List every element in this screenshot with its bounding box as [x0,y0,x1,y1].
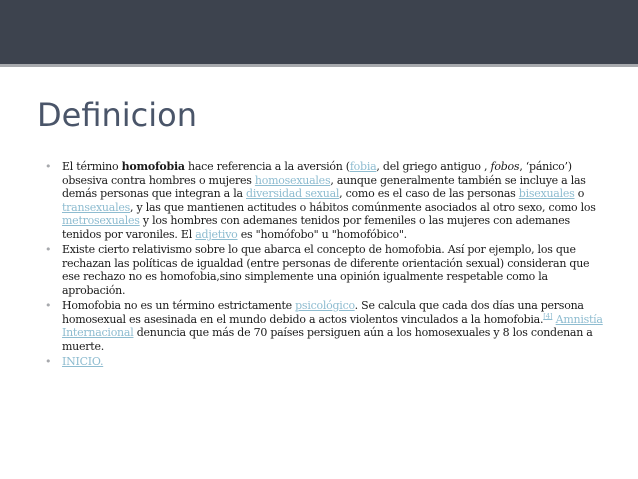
text-run: es "homófobo" u "homofóbico". [237,227,407,241]
bullet-item-2 [45,243,605,297]
bullet-item-1 [45,160,605,241]
bullet-marker: • [45,355,52,368]
text-run: Homofobia no es un término estrictamente [62,299,296,312]
bold-term: homofobia [121,160,185,173]
bullet-item-3 [45,299,605,353]
bullet-marker: • [45,160,52,173]
text-run: , del griego antiguo , [376,160,491,173]
bullet-list [45,160,605,369]
inline-link[interactable]: homosexuales [254,173,331,187]
slide-title: Definicion [37,96,197,134]
text-run: , aunque generalmente también se incluye a las demás personas que integran a la [62,173,586,200]
bullet-text [62,243,589,297]
inline-link[interactable]: fobia [349,160,377,173]
bullet-item-4 [45,355,605,369]
text-run: Existe cierto relativismo sobre lo que abarca el concepto de homofobia. Así por ejemplo, los que rechazan las políticas de igualdad (entre personas de diferente orientación sexual) consideran que ese rechazo no es homofobia,sino simplemente una opinión igualmente respetable como la aprobación. [62,243,590,297]
inline-link[interactable]: diversidad sexual [246,187,340,200]
inline-link[interactable]: Amnistía Internacional [62,312,603,339]
text-run: hace referencia a la aversión ( [184,160,350,173]
inline-link[interactable]: transexuales [62,200,130,214]
inline-link[interactable]: bisexuales [518,187,575,200]
text-run: o [574,187,585,200]
text-run: , ‘pánico’) obsesiva contra hombres o mujeres [62,160,572,187]
text-run: denuncia que más de 70 países persiguen aún a los homosexuales y 8 los condenan a muerte. [62,326,593,353]
inline-link[interactable]: metrosexuales [62,214,140,227]
text-run: El término [62,160,122,173]
inline-link[interactable]: psicológico [295,299,355,312]
inline-link[interactable]: [4] [543,311,553,320]
bullet-marker: • [45,243,52,256]
inline-link[interactable]: INICIO. [62,355,104,368]
inline-link[interactable]: adjetivo [195,227,238,241]
bullet-text [62,160,596,241]
bullet-text [62,299,603,353]
header-accent-line [0,64,638,67]
header-bar [0,0,638,64]
slide-body [45,160,605,371]
text-run: , como es el caso de las personas [339,187,519,200]
bullet-text [62,355,103,368]
bullet-marker: • [45,299,52,312]
text-run: , y las que mantienen actitudes o hábitos comúnmente asociados al otro sexo, como los [130,200,596,214]
italic-term: fobos [490,160,520,173]
text-run: y los hombres con ademanes tenidos por femeniles o las mujeres con ademanes tenidos por varoniles. El [62,214,570,241]
text-run: . Se calcula que cada dos días una persona homosexual es asesinada en el mundo debido a actos violentos vinculados a la homofobia. [62,299,584,326]
